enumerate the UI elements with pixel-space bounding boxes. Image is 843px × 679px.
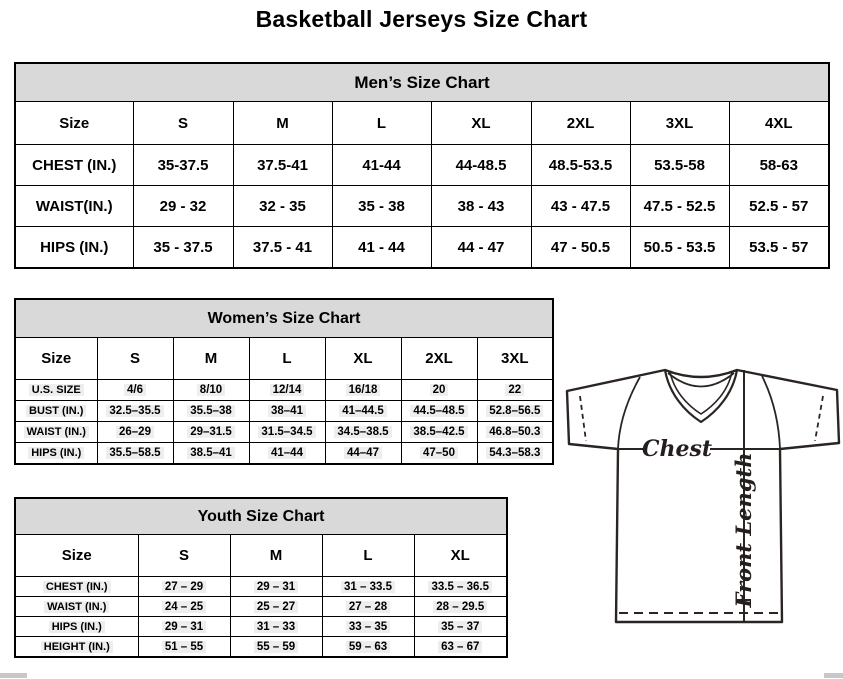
cell	[477, 401, 553, 422]
cell	[97, 401, 173, 422]
cell-value: 25 – 27	[254, 601, 298, 613]
women-col-2xl: 2XL	[401, 338, 477, 380]
men-chest-row	[15, 145, 829, 186]
cell-value: 41–44	[268, 447, 306, 459]
table-header-row	[15, 338, 553, 380]
men-waist-row	[15, 186, 829, 227]
cell-value: 24 – 25	[162, 601, 206, 613]
cell: 44 - 47	[431, 227, 531, 269]
cell-value: 38–41	[268, 405, 306, 417]
women-waist-row	[15, 422, 553, 443]
cell-value: 55 – 59	[254, 641, 298, 653]
men-col-4xl: 4XL	[729, 102, 829, 145]
cell-value: 27 – 29	[162, 581, 206, 593]
cell	[325, 422, 401, 443]
cell: 41-44	[332, 145, 431, 186]
women-col-s: S	[97, 338, 173, 380]
youth-col-m: M	[230, 535, 322, 577]
cell: 35 - 38	[332, 186, 431, 227]
cell	[249, 422, 325, 443]
cell	[249, 401, 325, 422]
cell: 53.5 - 57	[729, 227, 829, 269]
row-label-text: WAIST (IN.)	[24, 426, 89, 438]
cell	[401, 401, 477, 422]
men-col-m: M	[233, 102, 332, 145]
cell	[173, 422, 249, 443]
cell-value: 8/10	[197, 384, 225, 396]
cell: 41 - 44	[332, 227, 431, 269]
cell	[97, 422, 173, 443]
cell	[230, 577, 322, 597]
row-label	[15, 401, 97, 422]
row-label-text: BUST (IN.)	[26, 405, 86, 417]
front-length-label: Front Length	[731, 452, 756, 608]
cell	[173, 380, 249, 401]
youth-table-title: Youth Size Chart	[15, 498, 507, 535]
women-size-chart-table	[14, 298, 554, 465]
cell	[97, 380, 173, 401]
cell	[477, 380, 553, 401]
cell	[414, 617, 507, 637]
table-header-row	[15, 535, 507, 577]
cell	[97, 443, 173, 465]
row-label-text: WAIST (IN.)	[44, 601, 109, 613]
cell-value: 38.5–41	[187, 447, 235, 459]
men-col-xl: XL	[431, 102, 531, 145]
cell: 35-37.5	[133, 145, 233, 186]
cell-value: 51 – 55	[162, 641, 206, 653]
cell-value: 22	[505, 384, 524, 396]
women-table-title: Women’s Size Chart	[15, 299, 553, 338]
row-label: WAIST(IN.)	[15, 186, 133, 227]
cell	[138, 637, 230, 658]
page-title: Basketball Jerseys Size Chart	[255, 6, 588, 32]
cell-value: 54.3–58.3	[486, 447, 543, 459]
row-label-text: HEIGHT (IN.)	[41, 641, 113, 653]
cell: 53.5-58	[630, 145, 729, 186]
cell-value: 29–31.5	[187, 426, 235, 438]
cell-value: 52.8–56.5	[486, 405, 543, 417]
cell-value: 63 – 67	[438, 641, 482, 653]
men-col-2xl: 2XL	[531, 102, 630, 145]
cell	[322, 637, 414, 658]
cell	[322, 617, 414, 637]
cell	[173, 443, 249, 465]
cell-value: 33.5 – 36.5	[428, 581, 492, 593]
women-col-l: L	[249, 338, 325, 380]
row-label-text: U.S. SIZE	[29, 384, 84, 396]
youth-hips-row	[15, 617, 507, 637]
cell	[230, 597, 322, 617]
women-bust-row	[15, 401, 553, 422]
cell: 37.5 - 41	[233, 227, 332, 269]
youth-col-s: S	[138, 535, 230, 577]
cell-value: 44–47	[344, 447, 382, 459]
cell-value: 35.5–38	[187, 405, 235, 417]
table-header-row	[15, 102, 829, 145]
cell	[138, 577, 230, 597]
cell-value: 59 – 63	[346, 641, 390, 653]
cell: 38 - 43	[431, 186, 531, 227]
cell-value: 12/14	[270, 384, 305, 396]
cell: 29 - 32	[133, 186, 233, 227]
men-col-l: L	[332, 102, 431, 145]
men-size-header: Size	[15, 102, 133, 145]
youth-height-row	[15, 637, 507, 658]
cell-value: 35.5–58.5	[106, 447, 163, 459]
jersey-diagram	[558, 360, 843, 628]
horizontal-scrollbar-fragment-left[interactable]	[0, 673, 27, 678]
women-col-m: M	[173, 338, 249, 380]
cell	[414, 577, 507, 597]
cell: 43 - 47.5	[531, 186, 630, 227]
row-label-text: HIPS (IN.)	[49, 621, 105, 633]
cell-value: 29 – 31	[254, 581, 298, 593]
cell	[477, 443, 553, 465]
cell	[325, 380, 401, 401]
men-table-title: Men’s Size Chart	[15, 63, 829, 102]
cell-value: 46.8–50.3	[486, 426, 543, 438]
cell	[249, 443, 325, 465]
youth-col-l: L	[322, 535, 414, 577]
row-label	[15, 617, 138, 637]
youth-col-xl: XL	[414, 535, 507, 577]
row-label	[15, 637, 138, 658]
horizontal-scrollbar-fragment-right[interactable]	[824, 673, 843, 678]
cell-value: 29 – 31	[162, 621, 206, 633]
cell: 44-48.5	[431, 145, 531, 186]
row-label	[15, 443, 97, 465]
cell	[401, 380, 477, 401]
cell-value: 44.5–48.5	[410, 405, 467, 417]
cell	[138, 597, 230, 617]
cell-value: 35 – 37	[438, 621, 482, 633]
men-size-chart-table	[14, 62, 830, 269]
cell-value: 31 – 33	[254, 621, 298, 633]
cell-value: 27 – 28	[346, 601, 390, 613]
cell	[322, 577, 414, 597]
youth-waist-row	[15, 597, 507, 617]
cell	[138, 617, 230, 637]
cell-value: 31 – 33.5	[341, 581, 395, 593]
cell	[230, 617, 322, 637]
youth-size-header: Size	[15, 535, 138, 577]
chest-label: Chest	[641, 436, 713, 462]
cell-value: 4/6	[124, 384, 146, 396]
cell-value: 41–44.5	[339, 405, 387, 417]
row-label: CHEST (IN.)	[15, 145, 133, 186]
row-label-text: HIPS (IN.)	[28, 447, 84, 459]
row-label	[15, 422, 97, 443]
cell-value: 38.5–42.5	[410, 426, 467, 438]
cell	[414, 637, 507, 658]
youth-size-chart-table	[14, 497, 508, 658]
cell-value: 16/18	[346, 384, 381, 396]
cell: 37.5-41	[233, 145, 332, 186]
cell: 35 - 37.5	[133, 227, 233, 269]
cell	[477, 422, 553, 443]
cell-value: 31.5–34.5	[258, 426, 315, 438]
cell	[325, 401, 401, 422]
cell: 32 - 35	[233, 186, 332, 227]
youth-chest-row	[15, 577, 507, 597]
cell: 47.5 - 52.5	[630, 186, 729, 227]
cell	[322, 597, 414, 617]
women-hips-row	[15, 443, 553, 465]
cell	[249, 380, 325, 401]
cell-value: 47–50	[420, 447, 458, 459]
cell	[230, 637, 322, 658]
women-col-3xl: 3XL	[477, 338, 553, 380]
cell	[173, 401, 249, 422]
cell-value: 20	[430, 384, 449, 396]
women-us-size-row	[15, 380, 553, 401]
cell: 50.5 - 53.5	[630, 227, 729, 269]
men-col-s: S	[133, 102, 233, 145]
cell	[414, 597, 507, 617]
cell: 47 - 50.5	[531, 227, 630, 269]
jersey-outline	[567, 370, 839, 622]
cell-value: 28 – 29.5	[433, 601, 487, 613]
cell	[325, 443, 401, 465]
cell	[401, 422, 477, 443]
cell-value: 33 – 35	[346, 621, 390, 633]
row-label	[15, 577, 138, 597]
cell: 48.5-53.5	[531, 145, 630, 186]
women-size-header: Size	[15, 338, 97, 380]
men-hips-row	[15, 227, 829, 269]
row-label	[15, 380, 97, 401]
cell-value: 34.5–38.5	[334, 426, 391, 438]
cell-value: 26–29	[116, 426, 154, 438]
cell: 58-63	[729, 145, 829, 186]
cell	[401, 443, 477, 465]
cell-value: 32.5–35.5	[106, 405, 163, 417]
cell: 52.5 - 57	[729, 186, 829, 227]
row-label-text: CHEST (IN.)	[43, 581, 111, 593]
men-col-3xl: 3XL	[630, 102, 729, 145]
row-label	[15, 597, 138, 617]
women-col-xl: XL	[325, 338, 401, 380]
row-label: HIPS (IN.)	[15, 227, 133, 269]
